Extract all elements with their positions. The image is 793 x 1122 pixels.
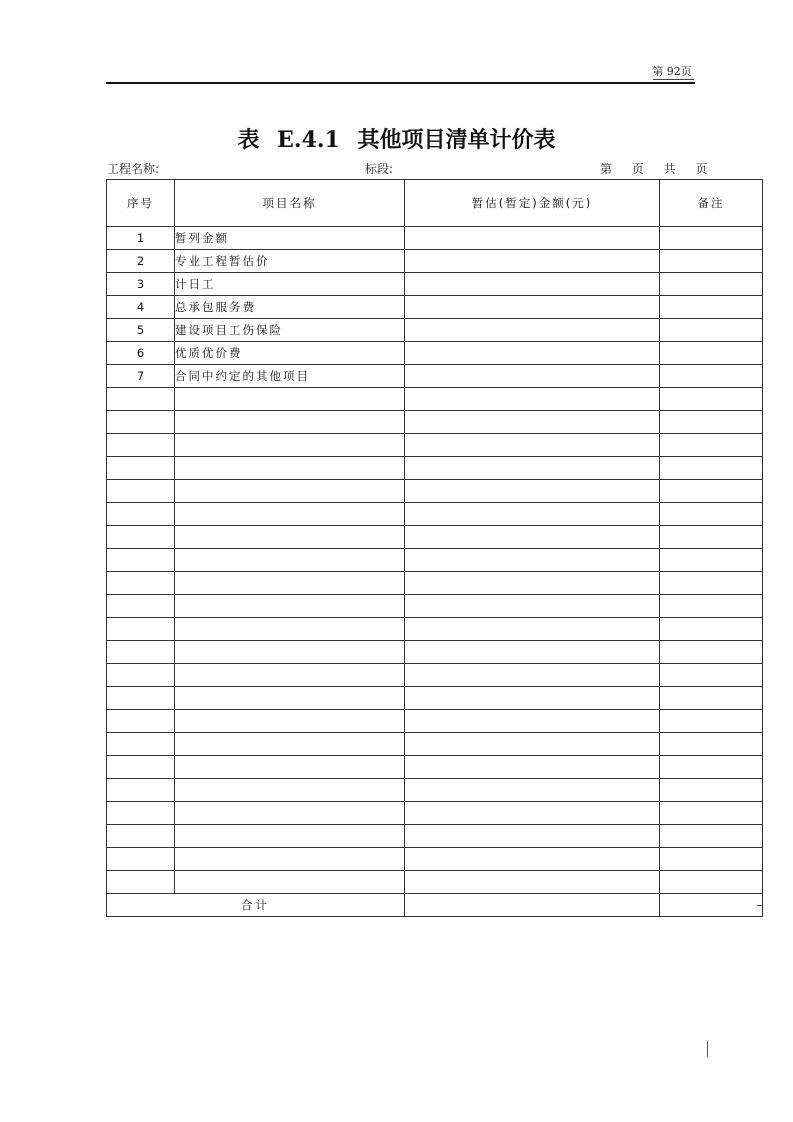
- blank-row: [107, 618, 763, 641]
- row-remark: [660, 572, 763, 595]
- blank-row: [107, 572, 763, 595]
- row-remark: [660, 848, 763, 871]
- row-seq: [107, 756, 175, 779]
- row-seq: 4: [107, 296, 175, 319]
- row-amount: [405, 641, 660, 664]
- blank-row: [107, 779, 763, 802]
- row-remark: [660, 687, 763, 710]
- row-seq: 5: [107, 319, 175, 342]
- blank-row: [107, 434, 763, 457]
- blank-row: [107, 526, 763, 549]
- row-amount: [405, 572, 660, 595]
- table-row: [107, 296, 763, 319]
- row-seq: [107, 595, 175, 618]
- row-amount: [405, 296, 660, 319]
- row-remark: [660, 710, 763, 733]
- row-seq: [107, 411, 175, 434]
- row-amount: [405, 434, 660, 457]
- row-seq: [107, 434, 175, 457]
- row-seq: [107, 549, 175, 572]
- row-item-name: 暂列金额: [175, 227, 405, 250]
- row-seq: [107, 503, 175, 526]
- row-amount: [405, 687, 660, 710]
- blank-row: [107, 664, 763, 687]
- blank-row: [107, 848, 763, 871]
- row-seq: 2: [107, 250, 175, 273]
- row-seq: [107, 710, 175, 733]
- row-item-name: [175, 480, 405, 503]
- row-item-name: 建设项目工伤保险: [175, 319, 405, 342]
- blank-row: [107, 595, 763, 618]
- row-seq: 6: [107, 342, 175, 365]
- row-seq: [107, 457, 175, 480]
- row-item-name: [175, 848, 405, 871]
- blank-row: [107, 871, 763, 894]
- row-item-name: [175, 411, 405, 434]
- blank-row: [107, 480, 763, 503]
- blank-row: [107, 802, 763, 825]
- row-item-name: [175, 595, 405, 618]
- table-title: 表 E.4.1 其他项目清单计价表: [237, 127, 556, 153]
- row-item-name: [175, 388, 405, 411]
- blank-row: [107, 687, 763, 710]
- row-amount: [405, 365, 660, 388]
- row-remark: [660, 549, 763, 572]
- header-remark: 备注: [660, 180, 763, 227]
- row-remark: [660, 733, 763, 756]
- row-amount: [405, 342, 660, 365]
- blank-row: [107, 549, 763, 572]
- row-seq: 1: [107, 227, 175, 250]
- row-item-name: [175, 434, 405, 457]
- row-seq: [107, 480, 175, 503]
- row-item-name: [175, 779, 405, 802]
- row-remark: [660, 779, 763, 802]
- table-row: [107, 319, 763, 342]
- row-remark: [660, 618, 763, 641]
- row-item-name: [175, 802, 405, 825]
- row-remark: [660, 595, 763, 618]
- row-amount: [405, 756, 660, 779]
- margin-mark: [707, 1041, 708, 1057]
- row-amount: [405, 480, 660, 503]
- row-remark: [660, 365, 763, 388]
- row-remark: [660, 641, 763, 664]
- row-amount: [405, 526, 660, 549]
- row-remark: [660, 296, 763, 319]
- row-item-name: 计日工: [175, 273, 405, 296]
- row-seq: [107, 871, 175, 894]
- row-item-name: [175, 871, 405, 894]
- row-amount: [405, 250, 660, 273]
- row-seq: [107, 572, 175, 595]
- row-amount: [405, 825, 660, 848]
- row-amount: [405, 618, 660, 641]
- total-label: 合计: [107, 894, 405, 917]
- row-item-name: [175, 618, 405, 641]
- row-seq: [107, 388, 175, 411]
- row-remark: [660, 434, 763, 457]
- table-body: [107, 227, 763, 917]
- header-name: 项目名称: [175, 180, 405, 227]
- row-amount: [405, 779, 660, 802]
- row-item-name: [175, 641, 405, 664]
- row-seq: [107, 848, 175, 871]
- page-count-label: 第 页 共 页: [600, 162, 711, 176]
- blank-row: [107, 825, 763, 848]
- row-amount: [405, 802, 660, 825]
- row-amount: [405, 710, 660, 733]
- row-item-name: [175, 526, 405, 549]
- blank-row: [107, 411, 763, 434]
- row-remark: [660, 503, 763, 526]
- row-item-name: [175, 664, 405, 687]
- row-remark: [660, 825, 763, 848]
- row-remark: [660, 480, 763, 503]
- row-remark: [660, 319, 763, 342]
- blank-row: [107, 641, 763, 664]
- row-amount: [405, 411, 660, 434]
- blank-row: [107, 457, 763, 480]
- row-amount: [405, 503, 660, 526]
- row-amount: [405, 549, 660, 572]
- row-seq: [107, 733, 175, 756]
- row-amount: [405, 319, 660, 342]
- row-remark: [660, 871, 763, 894]
- row-item-name: [175, 549, 405, 572]
- row-remark: [660, 411, 763, 434]
- row-remark: [660, 457, 763, 480]
- row-remark: [660, 664, 763, 687]
- pricing-table: [106, 179, 763, 917]
- blank-row: [107, 733, 763, 756]
- total-amount: [405, 894, 660, 917]
- row-remark: [660, 227, 763, 250]
- table-row: [107, 342, 763, 365]
- row-item-name: 总承包服务费: [175, 296, 405, 319]
- header-amount: 暂估(暂定)金额(元): [405, 180, 660, 227]
- row-amount: [405, 733, 660, 756]
- row-amount: [405, 871, 660, 894]
- blank-row: [107, 388, 763, 411]
- row-remark: [660, 250, 763, 273]
- row-amount: [405, 388, 660, 411]
- blank-row: [107, 756, 763, 779]
- row-seq: [107, 526, 175, 549]
- header-seq: 序号: [107, 180, 175, 227]
- row-seq: [107, 687, 175, 710]
- page-number: 第 92页: [652, 65, 692, 78]
- row-remark: [660, 342, 763, 365]
- row-amount: [405, 848, 660, 871]
- row-remark: [660, 273, 763, 296]
- row-item-name: [175, 710, 405, 733]
- row-item-name: [175, 572, 405, 595]
- row-remark: [660, 756, 763, 779]
- row-seq: [107, 664, 175, 687]
- row-item-name: [175, 825, 405, 848]
- row-amount: [405, 595, 660, 618]
- row-item-name: [175, 687, 405, 710]
- row-amount: [405, 227, 660, 250]
- table-row: [107, 227, 763, 250]
- total-remark: –: [660, 894, 763, 917]
- row-item-name: 合同中约定的其他项目: [175, 365, 405, 388]
- table-row: [107, 250, 763, 273]
- header-rule: [106, 82, 695, 84]
- table-row: [107, 365, 763, 388]
- row-item-name: [175, 756, 405, 779]
- row-seq: [107, 779, 175, 802]
- total-row: [107, 894, 763, 917]
- header-row: [107, 180, 763, 227]
- row-seq: [107, 618, 175, 641]
- row-seq: [107, 825, 175, 848]
- row-item-name: [175, 457, 405, 480]
- row-remark: [660, 802, 763, 825]
- row-item-name: 专业工程暂估价: [175, 250, 405, 273]
- row-remark: [660, 388, 763, 411]
- page-number-underline: [653, 79, 694, 80]
- row-amount: [405, 664, 660, 687]
- row-seq: 7: [107, 365, 175, 388]
- row-seq: [107, 802, 175, 825]
- project-name-label: 工程名称:: [107, 162, 160, 176]
- table-row: [107, 273, 763, 296]
- row-item-name: [175, 733, 405, 756]
- section-label: 标段:: [365, 162, 394, 176]
- row-amount: [405, 273, 660, 296]
- row-remark: [660, 526, 763, 549]
- row-amount: [405, 457, 660, 480]
- row-seq: [107, 641, 175, 664]
- blank-row: [107, 710, 763, 733]
- row-seq: 3: [107, 273, 175, 296]
- row-item-name: [175, 503, 405, 526]
- row-item-name: 优质优价费: [175, 342, 405, 365]
- blank-row: [107, 503, 763, 526]
